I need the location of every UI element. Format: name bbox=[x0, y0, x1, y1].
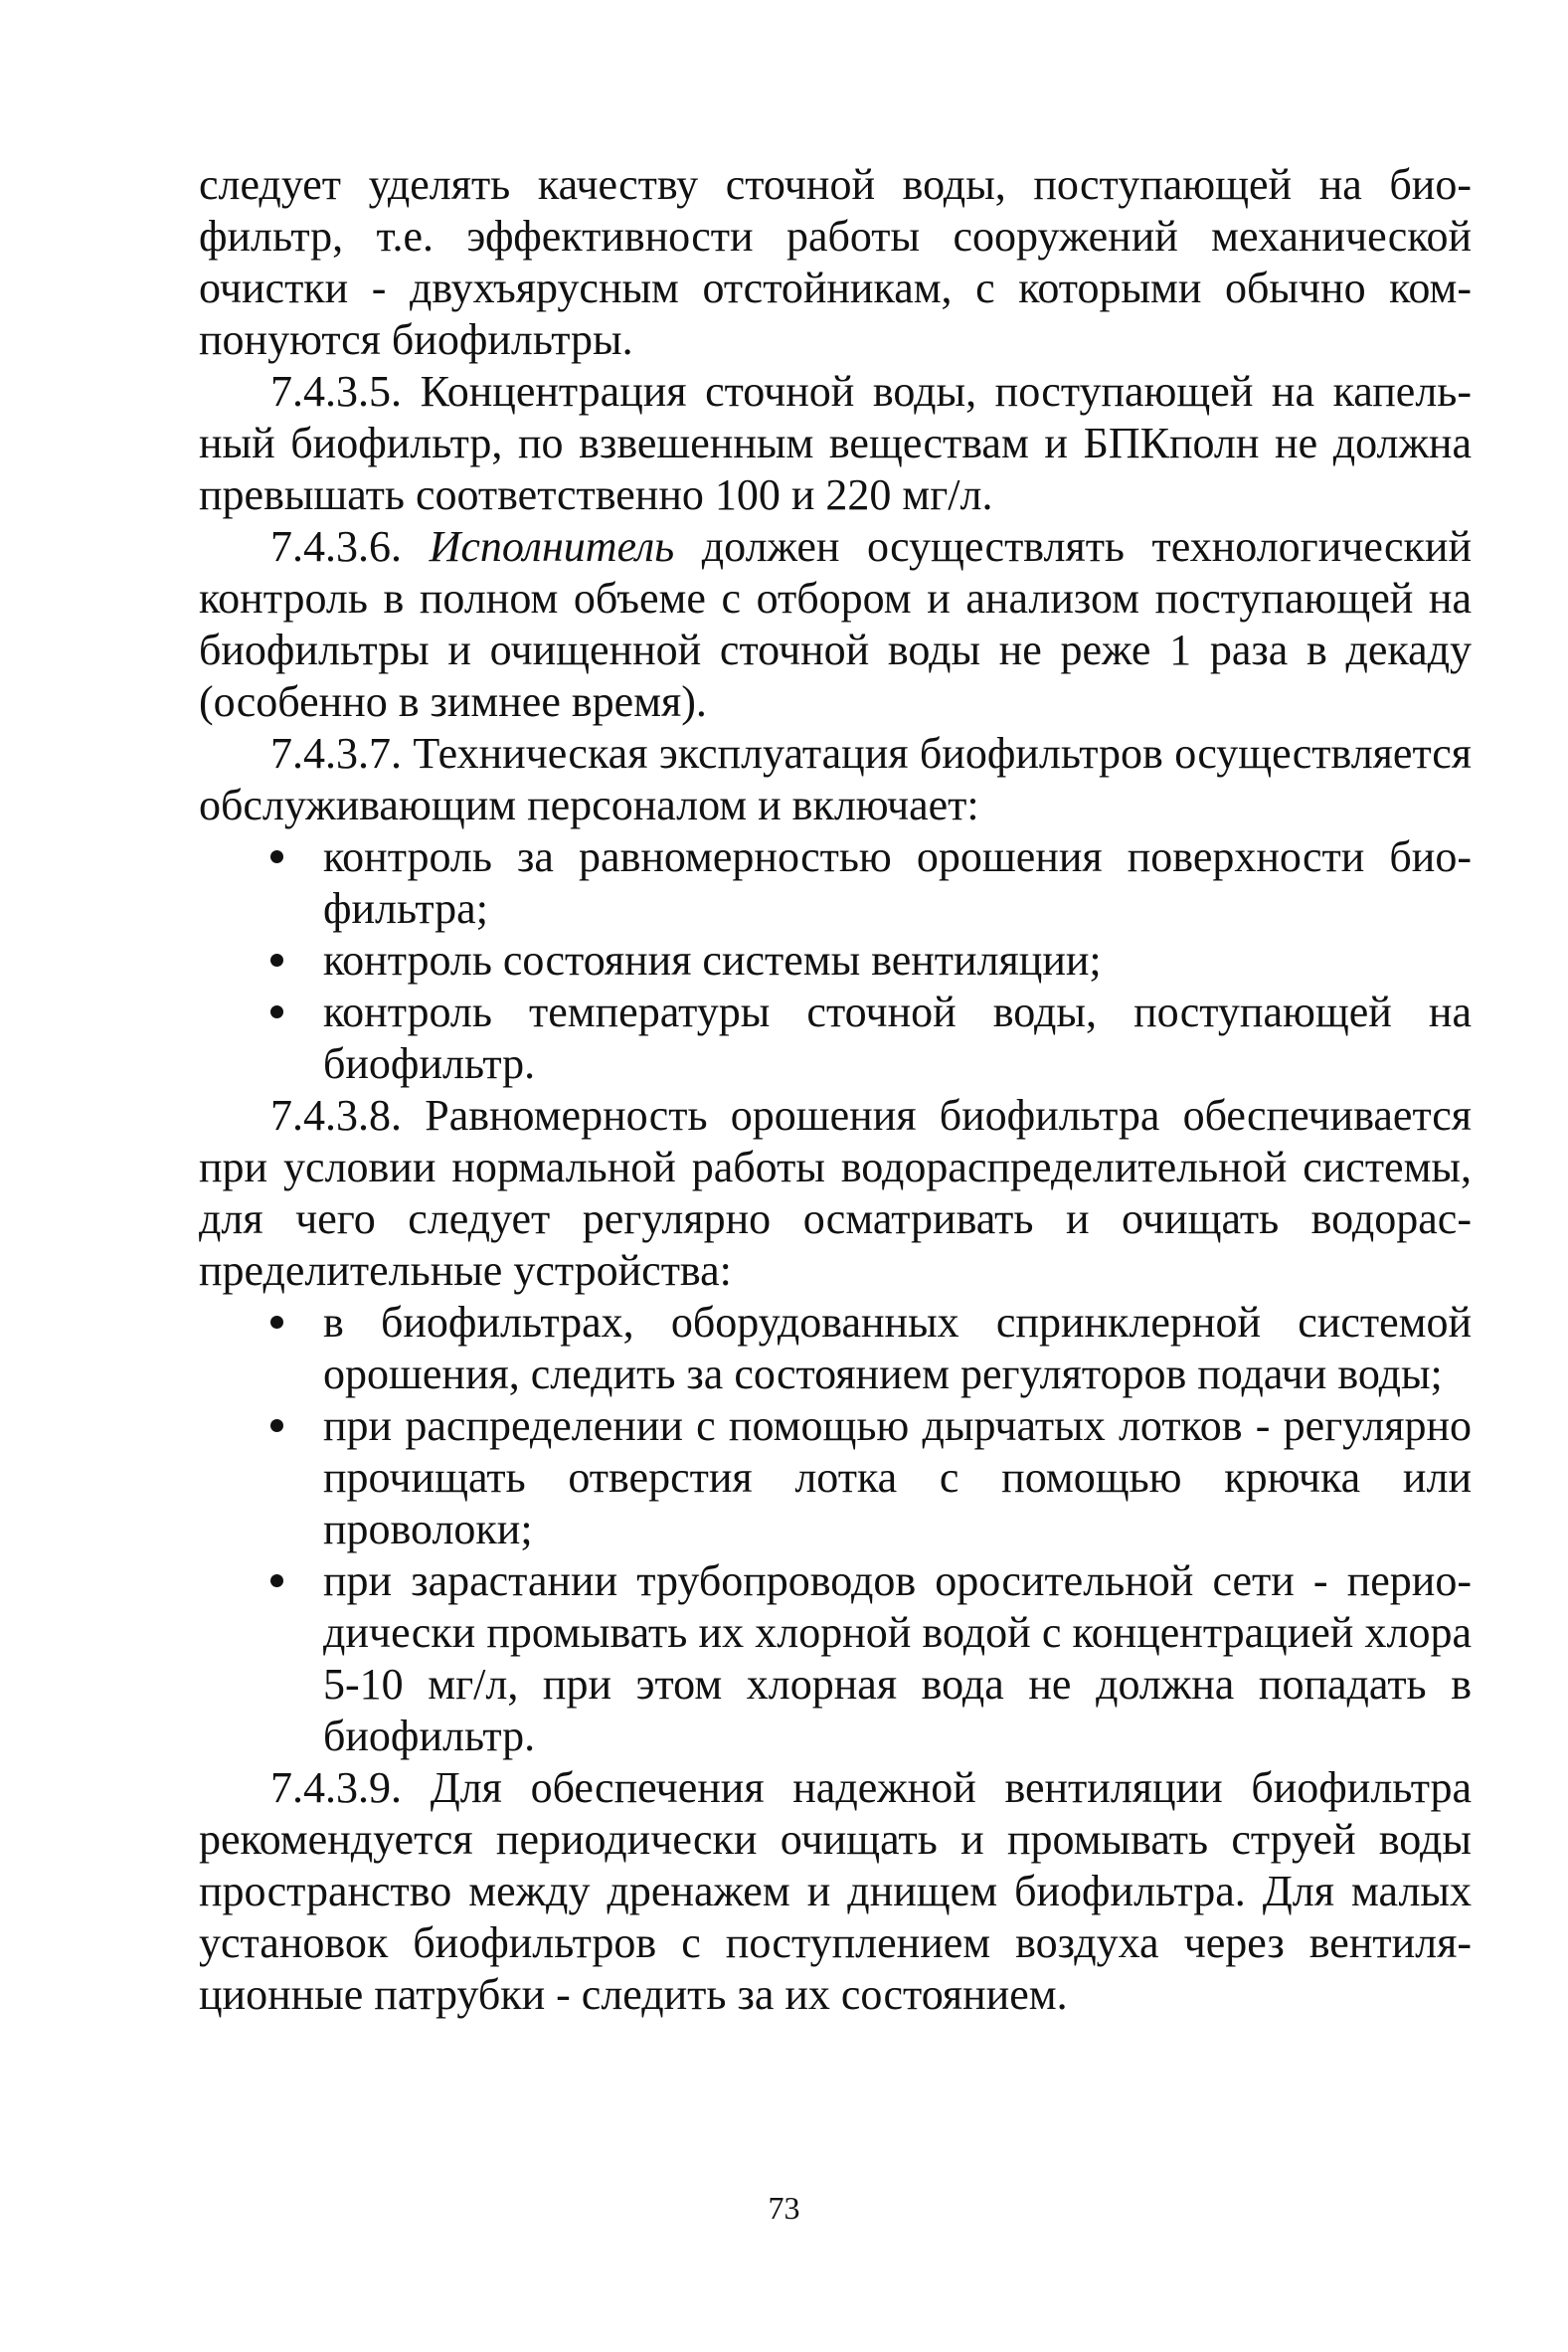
section-number: 7.4.3.6. bbox=[270, 522, 402, 571]
paragraph-7-4-3-8 bbox=[199, 1090, 1472, 1297]
section-number: 7.4.3.9. bbox=[270, 1763, 402, 1812]
bullet-icon bbox=[270, 1316, 283, 1329]
paragraph-7-4-3-9 bbox=[199, 1762, 1472, 2021]
page-number: 73 bbox=[768, 2190, 800, 2226]
document-body bbox=[199, 159, 1472, 2021]
paragraph-text: Для обеспечения надежной вентиляции биофильтра рекомендуется периодически очищать и промывать струей воды пространство между дренажем и днищем биофильтра. Для малых установок биофильтров с поступлением воздуха через вентиляционные патрубки - следить за их состоянием. bbox=[199, 1763, 1472, 2019]
section-number: 7.4.3.7. bbox=[270, 729, 402, 778]
list-item: контроль состояния системы вентиляции; bbox=[323, 935, 1472, 987]
paragraph-text: Техническая эксплуатация биофильтров осуществляется обслуживающим персоналом и включает: bbox=[199, 729, 1472, 829]
italic-term: Исполнитель bbox=[402, 522, 675, 571]
section-number: 7.4.3.5. bbox=[270, 367, 402, 416]
paragraph-continuation: следует уделять качеству сточной воды, поступающей на биофильтр, т.е. эффективности работы сооружений механической очистки - двухъярусным отстойникам, с которыми обычно компонуются биофильтры. bbox=[199, 160, 1472, 364]
list-item: при распределении с помощью дырчатых лотков - регулярно прочищать отверстия лотка с помощью крючка или проволоки; bbox=[323, 1400, 1472, 1555]
bullet-icon bbox=[270, 954, 283, 967]
bullet-icon bbox=[270, 1574, 283, 1587]
paragraph-7-4-3-7 bbox=[199, 728, 1472, 831]
bullet-icon bbox=[270, 1419, 283, 1432]
paragraph-7-4-3-6 bbox=[199, 521, 1472, 728]
paragraph-7-4-3-5 bbox=[199, 366, 1472, 521]
list-item: контроль за равномерностью орошения поверхности биофильтра; bbox=[323, 831, 1472, 935]
section-number: 7.4.3.8. bbox=[270, 1091, 402, 1140]
bullet-list-7-4-3-8 bbox=[199, 1297, 1472, 1762]
list-item: контроль температуры сточной воды, поступающей на биофильтр. bbox=[323, 987, 1472, 1090]
bullet-icon bbox=[270, 850, 283, 863]
paragraph-text: Равномерность орошения биофильтра обеспечивается при условии нормальной работы водораспределительной системы, для чего следует регулярно осматривать и очищать водораспределительные устройства: bbox=[199, 1091, 1472, 1295]
bullet-icon bbox=[270, 1005, 283, 1018]
bullet-list-7-4-3-7 bbox=[199, 831, 1472, 1090]
paragraph-text: Концентрация сточной воды, поступающей на капельный биофильтр, по взвешенным веществам и БПКполн не должна превышать соответственно 100 и 220 мг/л. bbox=[199, 367, 1472, 519]
paragraph-text: должен осуществлять технологический контроль в полном объеме с отбором и анализом поступающей на биофильтры и очищенной сточной воды не реже 1 раза в декаду (особенно в зимнее время). bbox=[199, 522, 1472, 726]
list-item: в биофильтрах, оборудованных спринклерной системой орошения, следить за состоянием регуляторов подачи воды; bbox=[323, 1297, 1472, 1400]
list-item: при зарастании трубопроводов оросительной сети - периодически промывать их хлорной водой с концентрацией хлора 5-10 мг/л, при этом хлорная вода не должна попадать в биофильтр. bbox=[323, 1555, 1472, 1762]
